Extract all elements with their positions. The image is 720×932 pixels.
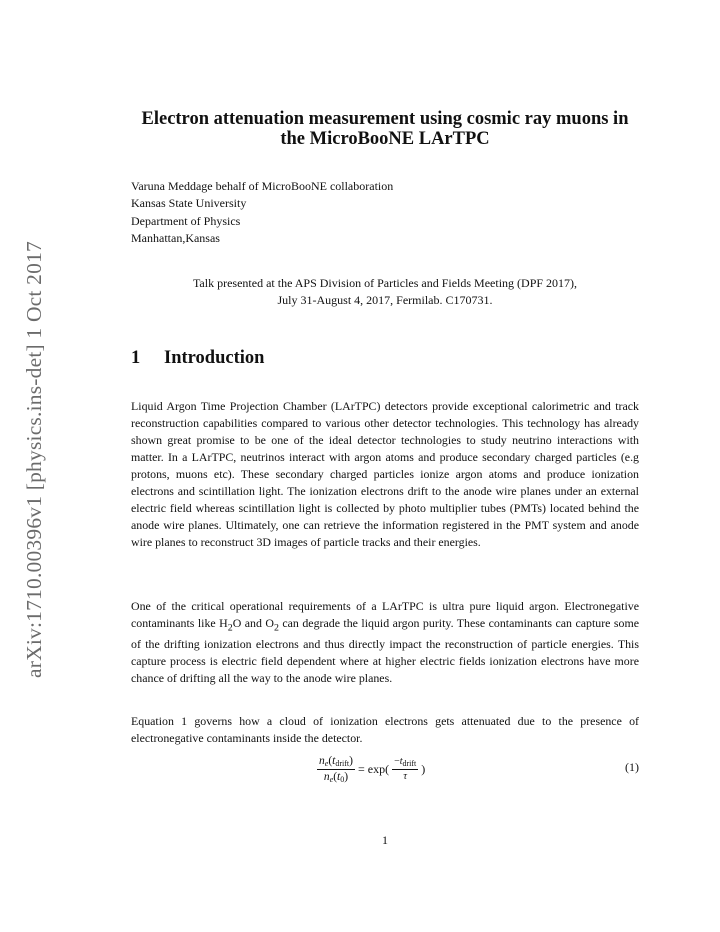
section-number: 1 — [131, 348, 141, 368]
paragraph-1: Liquid Argon Time Projection Chamber (LArTPC) detectors provide exceptional calorimetric and track reconstruction capabilities compared to various other detector technologies. This technology has already shown great promise to be one of the ideal detector technologies to study neutrino interactions with matter. In a LArTPC, neutrinos interact with argon atoms and produce secondary charged particles (e.g protons, muons etc). These secondary charged particles ionize argon atoms and produce ionization electrons and scintillation light. The ionization electrons drift to the anode wire planes under an external electric field whereas scintillation light is collected by photo multiplier tubes (PMTs) located behind the anode wire planes. Ultimately, one can retrieve the information registered in the PMT system and anode wire planes to reconstruct 3D images of particle tracks and their energies. — [131, 399, 639, 549]
arxiv-id-text: arXiv:1710.00396v1 [physics.ins-det] 1 Oct 2017 — [21, 240, 46, 678]
talk-note-line-2: July 31-August 4, 2017, Fermilab. C170731. — [277, 293, 493, 307]
equation-1 — [131, 744, 639, 794]
talk-note — [131, 275, 639, 309]
lhs-fraction — [317, 755, 355, 784]
paragraph-2-part-a: One of the critical operational requirements of a LArTPC is ultra pure liquid argon. Electronegative contaminants like H — [131, 599, 639, 630]
equation-body — [314, 744, 425, 794]
section-title: Introduction — [164, 348, 265, 368]
page-number: 1 — [382, 833, 388, 847]
paragraph-2-part-c: can degrade the liquid argon purity. These contaminants can capture some of the drifting ionization electrons and thus directly impact the reconstruction of particle energies. This capture process is electric field dependent where at higher electric fields ionization electrons have more chance of drifting all the way to the anode wire planes. — [131, 616, 639, 686]
subscript-h2o: 2 — [227, 622, 233, 634]
paragraph-3: Equation 1 governs how a cloud of ionization electrons gets attenuated due to the presence of electronegative contaminants inside the detector. — [131, 714, 639, 745]
paragraph-2 — [131, 598, 639, 687]
rhs-denominator: τ — [403, 771, 407, 782]
author-name: Varuna Meddage behalf of MicroBooNE collaboration — [131, 179, 394, 193]
equation-close-paren: ) — [421, 761, 426, 776]
rhs-numerator: $-t_{drift}$ — [394, 756, 417, 768]
section-heading — [131, 346, 264, 370]
lhs-numerator: $n_e(t_{drift})$ — [319, 754, 353, 768]
author-university: Kansas State University — [131, 196, 247, 211]
subscript-o2: 2 — [273, 622, 279, 634]
arxiv-identifier-stamp — [10, 232, 58, 686]
author-location: Manhattan,Kansas — [131, 230, 220, 245]
rhs-fraction — [392, 756, 418, 782]
author-block — [131, 178, 639, 247]
equation-number: (1) — [625, 760, 639, 774]
paper-title: Electron attenuation measurement using cosmic ray muons in the MicroBooNE LArTPC — [141, 109, 629, 149]
equation-equals-exp: = exp( — [357, 761, 390, 776]
talk-note-line-1: Talk presented at the APS Division of Particles and Fields Meeting (DPF 2017), — [192, 276, 578, 290]
lhs-denominator: $n_e(t_0)$ — [323, 770, 349, 784]
author-department: Department of Physics — [131, 213, 241, 228]
paragraph-2-part-b: O and O — [232, 616, 274, 630]
